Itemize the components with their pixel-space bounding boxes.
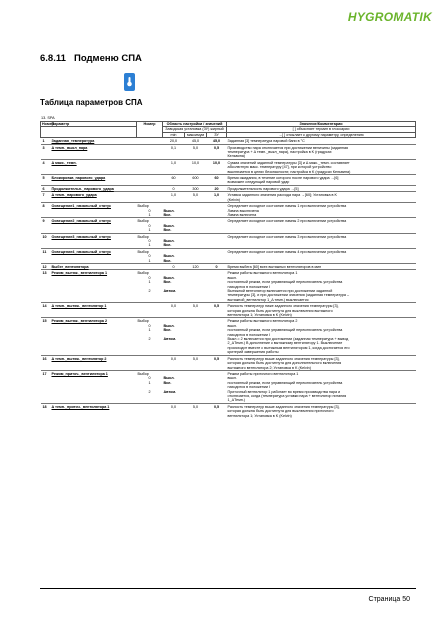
param-name: Продолжительн._парового_удара [51,185,137,191]
page-number: Страница 50 [368,596,410,603]
param-meaning: Вытяжной вентилятор включается при достижении заданной [227,289,333,293]
param-meaning: Разность температур ниже заданного значения температуры [3], [227,303,416,309]
choice-code: 1 [148,228,151,233]
value-max: 5,0 [185,303,207,309]
param-meaning: выкл. [227,376,237,381]
value-min: 0 [163,185,185,191]
param-meaning: Определяет исходное состояние лампы 1 при включении устройства [227,203,416,209]
choice-option: Выкл. [163,376,175,381]
param-meaning: отключается, когда (температура уставки пара + вентилятор питания [227,393,347,398]
col-range-sub: Заводская установка (ЗУ) жирный [163,127,227,132]
param-meaning: которая должна быть достигнута для дополнительного включения [227,361,342,366]
param-meaning: постоянный режим, если управляющий переключатель устройства [227,380,343,385]
table-caption: 13. SPA [41,116,55,120]
choice-label: Выбор [137,203,163,209]
col-range-header: Область настройки / значений [163,122,227,127]
param-name: Δ макс._темп. [51,159,137,165]
param-meaning: находится в положении I [227,284,270,289]
param-name [51,414,137,418]
choice-option: Автом. [163,337,177,342]
param-meaning: происходит вместе с вытяжным вентилятором 1, когда достигается его [227,345,350,350]
param-name: Заданная_температура [51,138,137,144]
param-number: 1 [41,138,51,144]
choice-code: 2 [148,289,151,293]
param-meaning: находится в положении I [227,332,270,337]
param-meaning: Режим работы приточного вентилятора 1 [227,370,416,376]
value-min: 1,0 [163,192,185,198]
value-max [185,414,207,418]
param-meaning: возможен следующий паровой удар [227,180,290,185]
param-number: 17 [41,370,51,376]
param-meaning: Сумма значений заданной температуры [3] и Δ макс._темп. составляет [227,159,416,165]
choice-label: Выбор [137,370,163,376]
choice-option: Вкл. [163,380,172,385]
col-zu: ЗУ [207,132,227,137]
param-meaning: вентилятора 1; Установка в K (Kelvin) [227,413,292,418]
param-meaning: Время ожидания, в течение которого после парового удара →[6] [227,175,416,181]
param-meaning: Кельвина) [227,154,246,159]
param-name: Выбег_вентилятора [51,263,137,269]
choice-code: 0 [148,323,151,328]
param-number: 16 [41,355,51,361]
param-meaning: вентилятора 1; Установка в K (Kelvin) [227,313,292,318]
choice-code: 2 [148,389,151,394]
param-meaning: которая должна быть достигнута для выключения приточного [227,409,334,414]
table-row-continuation [41,414,416,418]
hygromatik-logo: HYGROMATIK [347,10,432,24]
choice-option: Выкл. [163,254,175,259]
value-default: 0,5 [207,403,227,409]
choice-option: Вкл. [163,212,172,217]
param-meaning: находится в положении I [227,385,270,390]
param-number: 15 [41,318,51,324]
param-meaning: Лампа выключена [227,208,259,213]
param-number: 12 [41,263,51,269]
param-number: 13 [41,270,51,276]
table-title: Таблица параметров СПА [40,98,143,107]
param-meaning: вытяжного вентилятора 2; Установка в K (Kelvin) [227,365,311,370]
param-meaning: выкл. [227,323,237,328]
value-default: 1,0 [207,192,227,198]
choice-option: Вкл. [163,243,172,248]
param-meaning: выключается в целях безопасности; настройка в K (градусах Кельвина) [227,169,351,174]
choice-code: 1 [148,212,151,217]
section-title: Подменю СПА [74,53,142,64]
choice-option: Выкл. [163,223,175,228]
param-meaning: постоянный режим, если управляющий переключатель устройства [227,328,343,333]
choice-option: Выкл. [163,323,175,328]
value-min: 0,0 [163,303,185,309]
value-min: 1,0 [163,159,185,165]
spa-menu-icon [124,73,135,91]
param-meaning: Продолжительность парового удара →[5] [227,185,416,191]
value-default: 45,0 [207,138,227,144]
choice-code: 0 [148,238,151,243]
param-meaning: выкл. [227,275,237,280]
value-default: 0,5 [207,303,227,309]
choice-label: Выбор [137,318,163,324]
value-max: 5,0 [185,355,207,361]
value-default: 10,0 [207,159,227,165]
param-number: 9 [41,218,51,224]
param-name: Режим_вытяж._вентилятора 1 [51,270,137,276]
param-meaning: вытяжной_вентилятор 1_Δ темп.) выключается [227,297,309,302]
value-max: 5,0 [185,144,207,150]
value-min: 0,1 [163,144,185,150]
choice-label: Выбор [137,218,163,224]
param-name: Освещение2_начальный_статус [51,218,137,224]
choice-label: Выбор [137,248,163,254]
value-max: 45,0 [185,138,207,144]
choice-option: Вкл. [163,328,172,333]
choice-option: Выкл. [163,238,175,243]
value-max: 5,0 [185,403,207,409]
col-number-header: Номер [137,122,163,138]
param-meaning: Приточный вентилятор 1 работает во время производства пара и [227,389,341,394]
param-meaning: Разность температур выше заданного значения температуры [3], [227,355,416,361]
value-min: 0 [163,263,185,269]
param-meaning: Режим работы вытяжного вентилятора 2 [227,318,416,324]
choice-option: Автом. [163,389,177,394]
value-min [163,414,185,418]
param-number: 14 [41,303,51,309]
col-meaning-header: Значение/Комментарии [227,122,416,127]
param-number: 6 [41,185,51,191]
param-meaning: которая должна быть достигнута для выключения вытяжного [227,308,333,313]
param-number: 11 [41,248,51,254]
param-name: Δ темп._выкл_пара [51,144,137,150]
param-meaning: температура + Δ темп._выкл_пара), настройка в K (градусах [227,150,332,155]
param-meaning: Лампа включена [227,212,257,217]
param-number: 7 [41,192,51,198]
param-name: Режим_приточ._вентилятора 1 [51,370,137,376]
param-meaning: Производство пара отключается при достижении величины (заданная [227,144,416,150]
value-max: 600 [185,175,207,181]
value-min: 0,0 [163,355,185,361]
choice-code: 0 [148,376,151,381]
choice-option: Выкл. [163,275,175,280]
value-default: 0,5 [207,144,227,150]
choice-code: 0 [148,275,151,280]
col-nr-header: Номер [42,122,54,126]
value-max: 120 [185,263,207,269]
param-meaning: 1_ΔТемп.) [227,398,245,403]
param-meaning: (Kelvin) [227,197,241,202]
value-default: 20 [207,185,227,191]
param-meaning: Разность температур выше заданного значения температуры [3], [227,403,416,409]
choice-code: 0 [148,208,151,213]
choice-code: 1 [148,258,151,263]
choice-code: 1 [148,280,151,285]
choice-code: 1 [148,380,151,385]
choice-option: Автом. [163,289,177,293]
param-meaning: Выкл.= 2 включается при достижении (заданная температура + вывод [227,337,349,342]
param-meaning: 2_ΔТемп.) В дополнение к вытяжному вентилятору 1. Выключение [227,341,343,346]
value-min: 20,0 [163,138,185,144]
param-name: Освещение1_начальный_статус [51,203,137,209]
value-max: 300 [185,185,207,191]
col-note1: [ ] объясняет термин в глоссарии [227,127,416,132]
col-note2: →[ ] отсылает к другому параметру, определению [227,132,416,137]
choice-code: 2 [148,337,151,342]
choice-code [137,414,163,418]
value-min: 60 [163,175,185,181]
param-meaning: постоянный режим, если управляющий переключатель устройства [227,280,343,285]
param-name: Δ темп._вытяж._вентилятор 2 [51,355,137,361]
col-param-header: Параметр [51,122,137,127]
value-max: 10,0 [185,159,207,165]
section-heading [40,53,142,64]
section-number: 6.8.11 [40,53,66,64]
param-number: 3 [41,144,51,150]
param-name: Освещение4_начальный_статус [51,248,137,254]
param-number: 18 [41,403,51,409]
col-max: максимум [185,132,207,137]
choice-option: Выкл. [163,208,175,213]
choice-label: Выбор [137,233,163,239]
value-default [207,414,227,418]
choice-code: 0 [148,223,151,228]
parameter-rows [41,138,416,418]
param-meaning: абсолютную макс. температуру [47], при которой устройство [227,165,332,170]
param-meaning: Определяет исходное состояние лампы 2 при включении устройства [227,218,416,224]
param-name: Режим_вытяж._вентилятора 2 [51,318,137,324]
value-min: 0,0 [163,403,185,409]
param-meaning: Режим работы вытяжного вентилятора 1 [227,270,416,276]
param-name: Δ темп._парового_удара [51,192,137,198]
param-meaning: Уставка заданного значения расхода пара →[60]; Установка в K [227,192,416,198]
param-name: Освещение3_начальный_статус [51,233,137,239]
param-number: 8 [41,203,51,209]
param-meaning: Заданная [3] температура паровой бани в °C [227,138,416,144]
param-meaning: Время выбега [60] всех вытяжных вентиляторов в мин [227,263,416,269]
param-number: 5 [41,175,51,181]
choice-label: Выбор [137,270,163,276]
choice-option: Вкл. [163,280,172,285]
value-default: 60 [207,175,227,181]
value-default: 0 [207,263,227,269]
param-name: Δ темп._приточ._вентилятора 1 [51,403,137,409]
param-name: Δ темп._вытяж._вентилятор 1 [51,303,137,309]
col-min: min [163,132,185,137]
param-meaning: критерий завершения работы [227,350,279,355]
param-number: 10 [41,233,51,239]
value-default: 0,5 [207,355,227,361]
param-name: Блокировка_парового_удара [51,175,137,181]
choice-code: 1 [148,328,151,333]
param-number: 4 [41,159,51,165]
param-number [41,414,51,418]
param-meaning: Определяет исходное состояние лампы 4 при включении устройства [227,248,416,254]
choice-option: Вкл. [163,258,172,263]
param-meaning: температуры [3], и при достижении значения (заданная температура – [227,293,350,298]
choice-option: Вкл. [163,228,172,233]
parameter-table [40,121,416,418]
choice-code: 1 [148,243,151,248]
param-meaning: Определяет исходное состояние лампы 3 при включении устройства [227,233,416,239]
value-max: 5,0 [185,192,207,198]
footer-divider [40,588,416,589]
choice-code: 0 [148,254,151,259]
